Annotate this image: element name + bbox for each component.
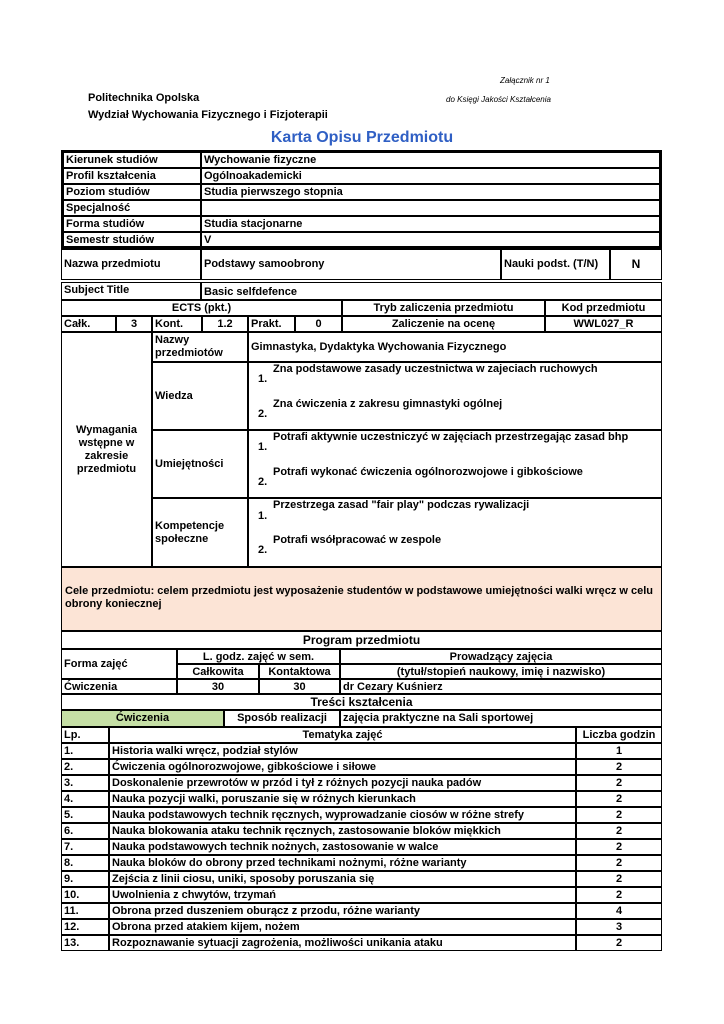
row-lp: 13. — [61, 935, 109, 951]
row-lp: 9. — [61, 871, 109, 887]
faculty-name: Wydział Wychowania Fizycznego i Fizjoterapii — [88, 109, 328, 121]
ects-kont-label: Kont. — [152, 316, 202, 332]
row-hours: 4 — [576, 903, 662, 919]
row-hours: 2 — [576, 759, 662, 775]
wiedza-label: Wiedza — [152, 362, 248, 430]
forma-zajec-header: Forma zajęć — [61, 649, 177, 679]
row-hours: 2 — [576, 887, 662, 903]
ects-header: ECTS (pkt.) — [61, 300, 342, 316]
info-value-specjalnosc — [201, 200, 660, 216]
umiejetnosci-item-1-text: Potrafi aktywnie uczestniczyć w zajęciach przestrzegając zasad bhp — [273, 431, 629, 443]
ects-calk-label: Całk. — [61, 316, 116, 332]
row-topic: Obrona przed duszeniem oburącz z przodu, różne warianty — [109, 903, 576, 919]
program-title: Program przedmiotu — [61, 631, 662, 649]
program-calkowita: 30 — [177, 679, 259, 694]
info-value-poziom: Studia pierwszego stopnia — [201, 184, 660, 200]
row-topic: Nauka podstawowych technik ręcznych, wyprowadzanie ciosów w różne strefy — [109, 807, 576, 823]
requirements-label: Wymagania wstępne w zakresie przedmiotu — [61, 332, 152, 567]
university-name: Politechnika Opolska — [88, 92, 200, 104]
kontaktowa-header: Kontaktowa — [259, 664, 340, 679]
row-topic: Rozpoznawanie sytuacji zagrożenia, możliwości unikania ataku — [109, 935, 576, 951]
wiedza-item-1-text: Zna podstawowe zasady uczestnictwa w zajeciach ruchowych — [273, 363, 598, 375]
kompetencje-item-2-num: 2. — [258, 544, 268, 556]
row-topic: Nauka blokowania ataku technik ręcznych, zastosowanie bloków miękkich — [109, 823, 576, 839]
sposob-realizacji-label: Sposób realizacji — [224, 710, 340, 727]
topic-header: Tematyka zajęć — [109, 727, 576, 743]
umiejetnosci-item-2-text: Potrafi wykonać ćwiczenia ogólnorozwojowe i gibkościowe — [273, 466, 583, 478]
row-hours: 2 — [576, 807, 662, 823]
umiejetnosci-item-1-num: 1. — [258, 441, 268, 453]
prowadzacy-header-1: Prowadzący zajęcia — [340, 649, 662, 664]
info-label-semestr: Semestr studiów — [63, 232, 201, 247]
row-topic: Historia walki wręcz, podział stylów — [109, 743, 576, 759]
row-lp: 10. — [61, 887, 109, 903]
info-label-poziom: Poziom studiów — [63, 184, 201, 200]
row-hours: 2 — [576, 871, 662, 887]
subject-title-en: Basic selfdefence — [201, 282, 662, 300]
attachment-note: Załącznik nr 1 — [500, 76, 550, 85]
info-label-kierunek: Kierunek studiów — [63, 152, 201, 168]
info-value-kierunek: Wychowanie fizyczne — [201, 152, 660, 168]
subject-name: Podstawy samoobrony — [201, 249, 501, 280]
nauki-podst-value: N — [610, 249, 662, 280]
row-lp: 11. — [61, 903, 109, 919]
content-type: Ćwiczenia — [61, 710, 224, 727]
prowadzacy-header-2: (tytuł/stopień naukowy, imię i nazwisko) — [340, 664, 662, 679]
program-prowadzacy: dr Cezary Kuśnierz — [340, 679, 662, 694]
lp-header: Lp. — [61, 727, 109, 743]
row-hours: 2 — [576, 855, 662, 871]
row-topic: Doskonalenie przewrotów w przód i tył z różnych pozycji nauka padów — [109, 775, 576, 791]
liczba-godzin-header: Liczba godzin — [576, 727, 662, 743]
kompetencje-item-1-num: 1. — [258, 510, 268, 522]
course-goals: Cele przedmiotu: celem przedmiotu jest wyposażenie studentów w podstawowe umiejętności walki wręcz w celu obrony koniecznej — [61, 567, 662, 631]
info-value-forma: Studia stacjonarne — [201, 216, 660, 232]
row-topic: Nauka pozycji walki, poruszanie się w różnych kierunkach — [109, 791, 576, 807]
row-hours: 2 — [576, 823, 662, 839]
row-lp: 12. — [61, 919, 109, 935]
subject-title-label: Subject Title — [61, 282, 201, 300]
program-kontaktowa: 30 — [259, 679, 340, 694]
info-value-semestr: V — [201, 232, 660, 247]
row-lp: 7. — [61, 839, 109, 855]
row-lp: 5. — [61, 807, 109, 823]
sposob-realizacji-value: zajęcia praktyczne na Sali sportowej — [340, 710, 662, 727]
ects-kont-value: 1.2 — [202, 316, 248, 332]
quality-book-note: do Księgi Jakości Kształcenia — [446, 95, 551, 104]
info-label-profil: Profil kształcenia — [63, 168, 201, 184]
page-title: Karta Opisu Przedmiotu — [270, 129, 454, 146]
row-hours: 2 — [576, 775, 662, 791]
kompetencje-item-2-text: Potrafi wsółpracować w zespole — [273, 534, 442, 546]
row-topic: Uwolnienia z chwytów, trzymań — [109, 887, 576, 903]
umiejetnosci-label: Umiejętności — [152, 430, 248, 498]
row-topic: Nauka podstawowych technik nożnych, zastosowanie w walce — [109, 839, 576, 855]
tryb-header: Tryb zaliczenia przedmiotu — [342, 300, 545, 316]
kompetencje-item-1-text: Przestrzega zasad "fair play" podczas rywalizacji — [273, 499, 530, 511]
requirements-names-value: Gimnastyka, Dydaktyka Wychowania Fizycznego — [248, 332, 662, 362]
row-lp: 8. — [61, 855, 109, 871]
row-lp: 1. — [61, 743, 109, 759]
info-label-specjalnosc: Specjalność — [63, 200, 201, 216]
requirements-names-label: Nazwy przedmiotów — [152, 332, 248, 362]
row-topic: Ćwiczenia ogólnorozwojowe, gibkościowe i siłowe — [109, 759, 576, 775]
row-topic: Zejścia z linii ciosu, uniki, sposoby poruszania się — [109, 871, 576, 887]
nauki-podst-label: Nauki podst. (T/N) — [501, 249, 610, 280]
row-topic: Nauka bloków do obrony przed technikami nożnymi, różne warianty — [109, 855, 576, 871]
content-title: Treści kształcenia — [61, 694, 662, 710]
wiedza-item-2-num: 2. — [258, 408, 268, 420]
row-hours: 3 — [576, 919, 662, 935]
kod-header: Kod przedmiotu — [545, 300, 662, 316]
calkowita-header: Całkowita — [177, 664, 259, 679]
program-forma: Ćwiczenia — [61, 679, 177, 694]
row-lp: 4. — [61, 791, 109, 807]
info-value-profil: Ogólnoakademicki — [201, 168, 660, 184]
row-hours: 2 — [576, 935, 662, 951]
wiedza-item-1-num: 1. — [258, 373, 268, 385]
tryb-value: Zaliczenie na ocenę — [342, 316, 545, 332]
ects-prakt-value: 0 — [295, 316, 342, 332]
umiejetnosci-item-2-num: 2. — [258, 476, 268, 488]
ects-calk-value: 3 — [116, 316, 152, 332]
row-lp: 6. — [61, 823, 109, 839]
info-label-forma: Forma studiów — [63, 216, 201, 232]
row-topic: Obrona przed atakiem kijem, nożem — [109, 919, 576, 935]
row-hours: 2 — [576, 791, 662, 807]
kompetencje-label: Kompetencje społeczne — [152, 498, 248, 567]
row-lp: 3. — [61, 775, 109, 791]
subject-name-label: Nazwa przedmiotu — [61, 249, 201, 280]
ects-prakt-label: Prakt. — [248, 316, 295, 332]
row-hours: 2 — [576, 839, 662, 855]
hours-header: L. godz. zajęć w sem. — [177, 649, 340, 664]
wiedza-item-2-text: Zna ćwiczenia z zakresu gimnastyki ogólnej — [273, 398, 503, 410]
row-lp: 2. — [61, 759, 109, 775]
kod-value: WWL027_R — [545, 316, 662, 332]
row-hours: 1 — [576, 743, 662, 759]
